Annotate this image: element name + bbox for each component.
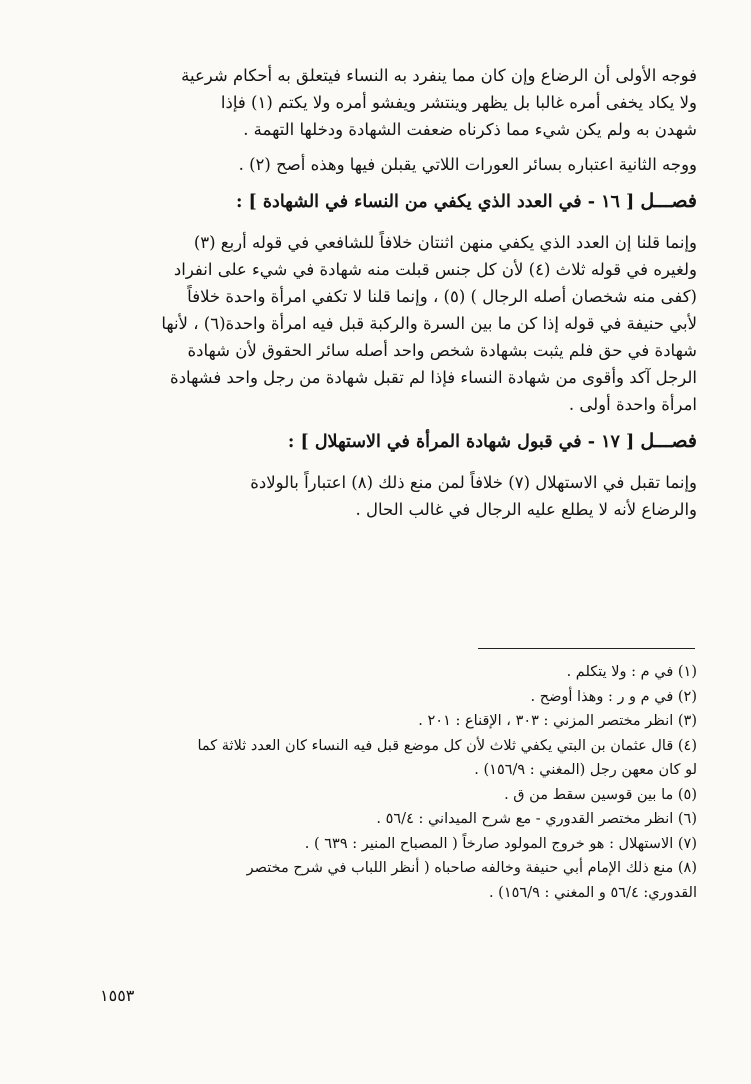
text-line: لأبي حنيفة في قوله إذا كن ما بين السرة والركبة قبل فيه امرأة واحدة(٦) ، لأنها — [161, 314, 697, 333]
footnote-4: (٤) قال عثمان بن البتي يكفي ثلاث لأن كل موضع قبل فيه النساء كان العدد ثلاثة كما — [197, 737, 697, 754]
main-text — [100, 62, 697, 531]
text-line: والرضاع لأنه لا يطلع عليه الرجال في غالب الحال . — [355, 500, 697, 519]
footnote-7: (٧) الاستهلال : هو خروج المولود صارخاً ( المصباح المنير : ٦٣٩ ) . — [304, 835, 697, 852]
text-line: فوجه الأولى أن الرضاع وإن كان مما ينفرد به النساء فيتعلق به أحكام شرعية — [181, 66, 697, 85]
footnote-5: (٥) ما بين قوسين سقط من ق . — [504, 786, 697, 803]
paragraph-4 — [100, 469, 697, 523]
paragraph-1 — [100, 62, 697, 143]
footnote-6: (٦) انظر مختصر القدوري - مع شرح الميداني : ٥٦/٤ . — [376, 811, 697, 827]
footnote-1: (١) في م : ولا يتكلم . — [566, 664, 697, 680]
text-line: ووجه الثانية اعتباره بسائر العورات اللاتي يقبلن فيها وهذه أصح (٢) . — [238, 155, 697, 174]
heading-label: فصـــل — [640, 190, 697, 212]
page-number: ١٥٥٣ — [100, 986, 135, 1005]
text-line: شهدن به ولم يكن شيء مما ذكرناه ضعفت الشهادة ودخلها التهمة . — [243, 120, 697, 139]
footnote-4-cont: لو كان معهن رجل (المغني : ١٥٦/٩) . — [474, 762, 697, 778]
section-heading-17 — [100, 426, 697, 457]
text-line: وإنما تقبل في الاستهلال (٧) خلافاً لمن منع ذلك (٨) اعتباراً بالولادة — [250, 473, 697, 492]
text-line: ولغيره في قوله ثلاث (٤) لأن كل جنس قبلت منه شهادة في شيء على انفراد — [173, 260, 697, 279]
heading-title: [ ١٧ - في قبول شهادة المرأة في الاستهلال ] : — [287, 432, 635, 452]
heading-title: [ ١٦ - في العدد الذي يكفي من النساء في الشهادة ] : — [235, 192, 635, 212]
paragraph-2 — [100, 151, 697, 178]
footnotes — [100, 660, 697, 905]
footnote-2: (٢) في م و ر : وهذا أوضح . — [530, 688, 697, 705]
text-line: امرأة واحدة أولى . — [568, 395, 697, 414]
text-line: الرجل آكد وأقوى من شهادة النساء فإذا لم تقبل شهادة من رجل واحد فشهادة — [170, 368, 697, 387]
paragraph-3 — [100, 229, 697, 418]
text-line: ولا يكاد يخفى أمره غالبا بل يظهر وينتشر ويفشو أمره ولا يكتم (١) فإذا — [220, 93, 697, 112]
heading-label: فصـــل — [640, 430, 697, 452]
footnote-8-cont: القدوري: ٥٦/٤ و المغني : ١٥٦/٩) . — [488, 884, 697, 901]
text-line: (كفى منه شخصان أصله الرجال ) (٥) ، وإنما قلنا لا تكفي امرأة واحدة خلافاً — [187, 287, 697, 306]
text-line: وإنما قلنا إن العدد الذي يكفي منهن اثنتان خلافاً للشافعي في قوله أربع (٣) — [193, 233, 697, 252]
footnote-3: (٣) انظر مختصر المزني : ٣٠٣ ، الإقناع : ٢٠١ . — [418, 713, 697, 729]
text-line: شهادة في حق فلم يثبت بشهادة شخص واحد أصله سائر الحقوق لأن شهادة — [187, 341, 697, 360]
section-heading-16 — [100, 186, 697, 217]
footnote-8: (٨) منع ذلك الإمام أبي حنيفة وخالفه صاحباه ( أنظر اللباب في شرح مختصر — [246, 860, 697, 876]
footnote-divider — [478, 648, 695, 649]
